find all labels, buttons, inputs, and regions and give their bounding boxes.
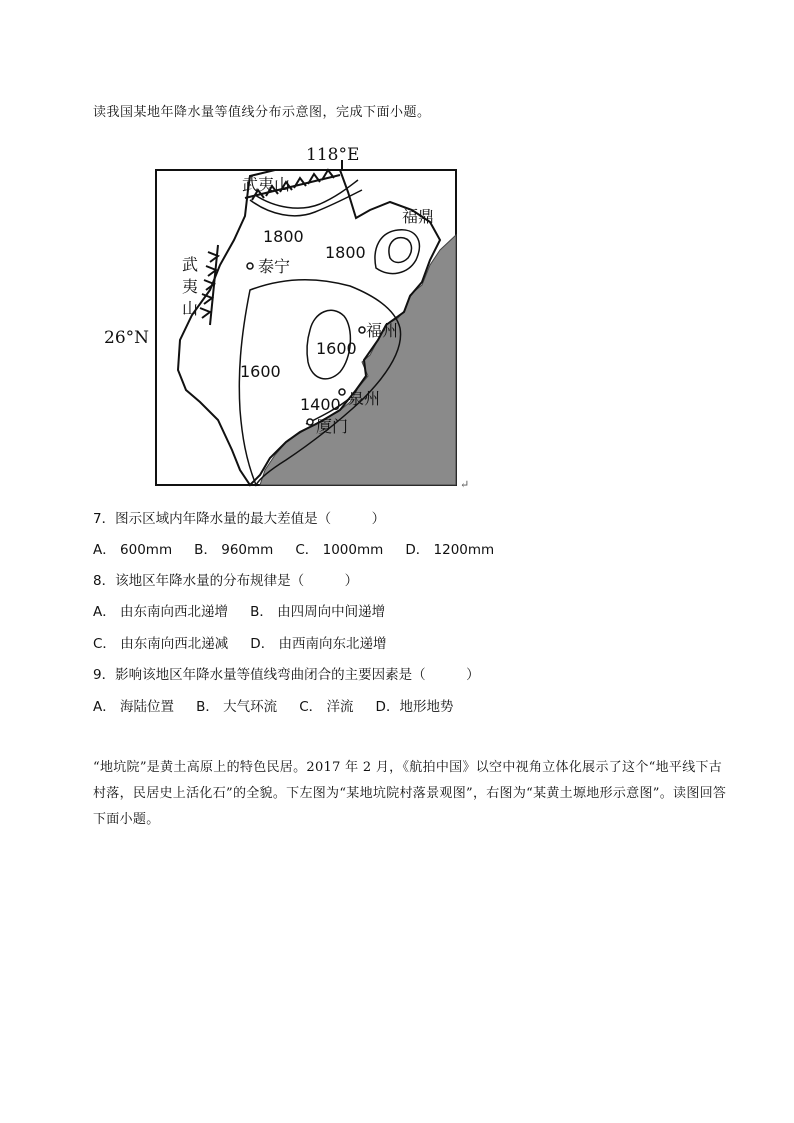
question-7-stem: 7．图示区域内年降水量的最大差值是（ ）: [93, 511, 386, 527]
isoline-label-1800-b: 1800: [325, 243, 366, 262]
intro-text: 读我国某地年降水量等值线分布示意图，完成下面小题。: [93, 105, 431, 120]
mountain-symbol-left: [200, 245, 218, 325]
longitude-label: 118°E: [306, 145, 360, 165]
mountain-label-top: 武夷山: [242, 175, 291, 194]
city-label-quanzhou: 泉州: [348, 389, 381, 408]
city-label-fuzhou: 福州: [366, 321, 399, 340]
city-marker-fuzhou: [359, 327, 365, 333]
city-label-fuding: 福鼎: [402, 207, 435, 226]
dikengyuan-paragraph: “地坑院”是黄土高原上的特色民居。2017 年 2 月，《航拍中国》以空中视角立体化展示了这个“地平线下古村落，民居史上活化石”的全貌。下左图为“某地坑院村落景观图”，右图为“某黄土塬地形示意图”。读图回答下面小题。: [93, 760, 727, 827]
paragraph-mark: ↵: [460, 478, 470, 491]
question-7-options: A． 600mm B． 960mm C． 1000mm D． 1200mm: [93, 542, 495, 558]
question-9-stem: 9．影响该地区年降水量等值线弯曲闭合的主要因素是（ ）: [93, 667, 480, 683]
latitude-label: 26°N: [104, 328, 150, 348]
city-marker-xiamen: [307, 419, 313, 425]
city-marker-taining: [247, 263, 253, 269]
mountain-label-left-1: 武: [182, 255, 199, 274]
city-label-xiamen: 厦门: [316, 417, 349, 436]
mountain-label-left-2: 夷: [182, 277, 199, 296]
isoline-1800-ne-2: [389, 238, 412, 263]
precipitation-map: [100, 140, 480, 492]
question-9-options: A． 海陆位置 B． 大气环流 C． 洋流 D．地形地势: [93, 699, 454, 715]
city-label-taining: 泰宁: [258, 257, 291, 276]
question-8-stem: 8．该地区年降水量的分布规律是（ ）: [93, 573, 359, 589]
mountain-label-left-3: 山: [182, 299, 199, 318]
city-marker-quanzhou: [339, 389, 345, 395]
isoline-label-1800-a: 1800: [263, 227, 304, 246]
question-8-options-ab: A． 由东南向西北递增 B． 由四周向中间递增: [93, 604, 386, 620]
isoline-label-1600-a: 1600: [316, 339, 357, 358]
question-8-options-cd: C． 由东南向西北递减 D． 由西南向东北递增: [93, 636, 387, 652]
isoline-1800-ne: [375, 230, 419, 274]
isoline-label-1600-b: 1600: [240, 362, 281, 381]
isoline-label-1400: 1400: [300, 395, 341, 414]
